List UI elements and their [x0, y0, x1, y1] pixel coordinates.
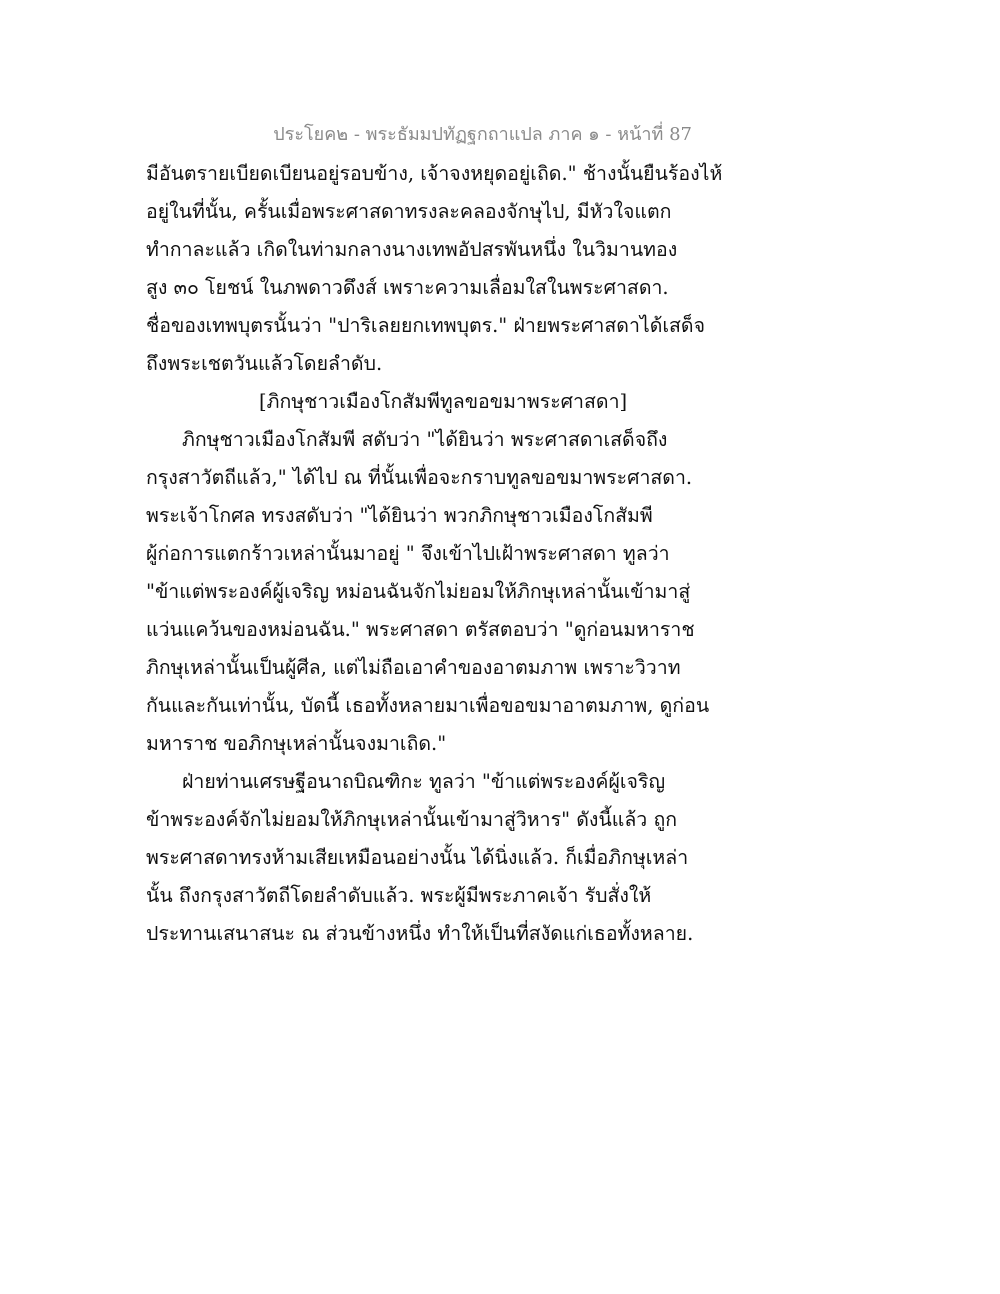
text-line: มีอันตรายเบียดเบียนอยู่รอบข้าง, เจ้าจงหยุดอยู่เถิด." ช้างนั้นยืนร้องไห้: [146, 162, 723, 185]
text-line: ผู้ก่อการแตกร้าวเหล่านั้นมาอยู่ " จึงเข้าไปเฝ้าพระศาสดา ทูลว่า: [146, 542, 670, 565]
text-line: ถึงพระเชตวันแล้วโดยลำดับ.: [146, 352, 383, 375]
text-line: ทำกาละแล้ว เกิดในท่ามกลางนางเทพอัปสรพันหนึ่ง ในวิมานทอง: [146, 238, 678, 261]
text-line: มหาราช ขอภิกษุเหล่านั้นจงมาเถิด.": [146, 732, 447, 755]
text-line: ภิกษุเหล่านั้นเป็นผู้ศีล, แต่ไม่ถือเอาคำของอาตมภาพ เพราะวิวาท: [146, 656, 681, 679]
section-heading: [ภิกษุชาวเมืองโกสัมพีทูลขอขมาพระศาสดา]: [259, 390, 628, 413]
text-line: อยู่ในที่นั้น, ครั้นเมื่อพระศาสดาทรงละคลองจักษุไป, มีหัวใจแตก: [146, 200, 672, 223]
text-line: ประทานเสนาสนะ ณ ส่วนข้างหนึ่ง ทำให้เป็นที่สงัดแก่เธอทั้งหลาย.: [146, 922, 694, 945]
text-line: สูง ๓๐ โยชน์ ในภพดาวดึงส์ เพราะความเลื่อมใสในพระศาสดา.: [146, 276, 669, 299]
text-line: พระศาสดาทรงห้ามเสียเหมือนอย่างนั้น ได้นิ่งแล้ว. ก็เมื่อภิกษุเหล่า: [146, 846, 689, 869]
text-line: กันและกันเท่านั้น, บัดนี้ เธอทั้งหลายมาเพื่อขอขมาอาตมภาพ, ดูก่อน: [146, 694, 710, 717]
text-line: ข้าพระองค์จักไม่ยอมให้ภิกษุเหล่านั้นเข้ามาสู่วิหาร" ดังนี้แล้ว ถูก: [146, 808, 678, 831]
text-line: "ข้าแต่พระองค์ผู้เจริญ หม่อนฉันจักไม่ยอมให้ภิกษุเหล่านั้นเข้ามาสู่: [146, 580, 691, 603]
paragraph-first-line: ภิกษุชาวเมืองโกสัมพี สดับว่า "ได้ยินว่า พระศาสดาเสด็จถึง: [182, 428, 668, 451]
running-header: ประโยค๒ - พระธัมมปทัฏฐกถาแปล ภาค ๑ - หน้าที่ 87: [273, 124, 692, 145]
text-line: แว่นแคว้นของหม่อนฉัน." พระศาสดา ตรัสตอบว่า "ดูก่อนมหาราช: [146, 618, 695, 641]
text-line: นั้น ถึงกรุงสาวัตถีโดยลำดับแล้ว. พระผู้มีพระภาคเจ้า รับสั่งให้: [146, 884, 652, 907]
text-line: พระเจ้าโกศล ทรงสดับว่า "ได้ยินว่า พวกภิกษุชาวเมืองโกสัมพี: [146, 504, 653, 527]
body-text: [146, 155, 723, 953]
text-line: กรุงสาวัตถีแล้ว," ได้ไป ณ ที่นั้นเพื่อจะกราบทูลขอขมาพระศาสดา.: [146, 466, 693, 489]
paragraph-first-line: ฝ่ายท่านเศรษฐีอนาถบิณฑิกะ ทูลว่า "ข้าแต่พระองค์ผู้เจริญ: [182, 770, 666, 793]
text-line: ชื่อของเทพบุตรนั้นว่า "ปาริเลยยกเทพบุตร." ฝ่ายพระศาสดาได้เสด็จ: [146, 314, 706, 337]
